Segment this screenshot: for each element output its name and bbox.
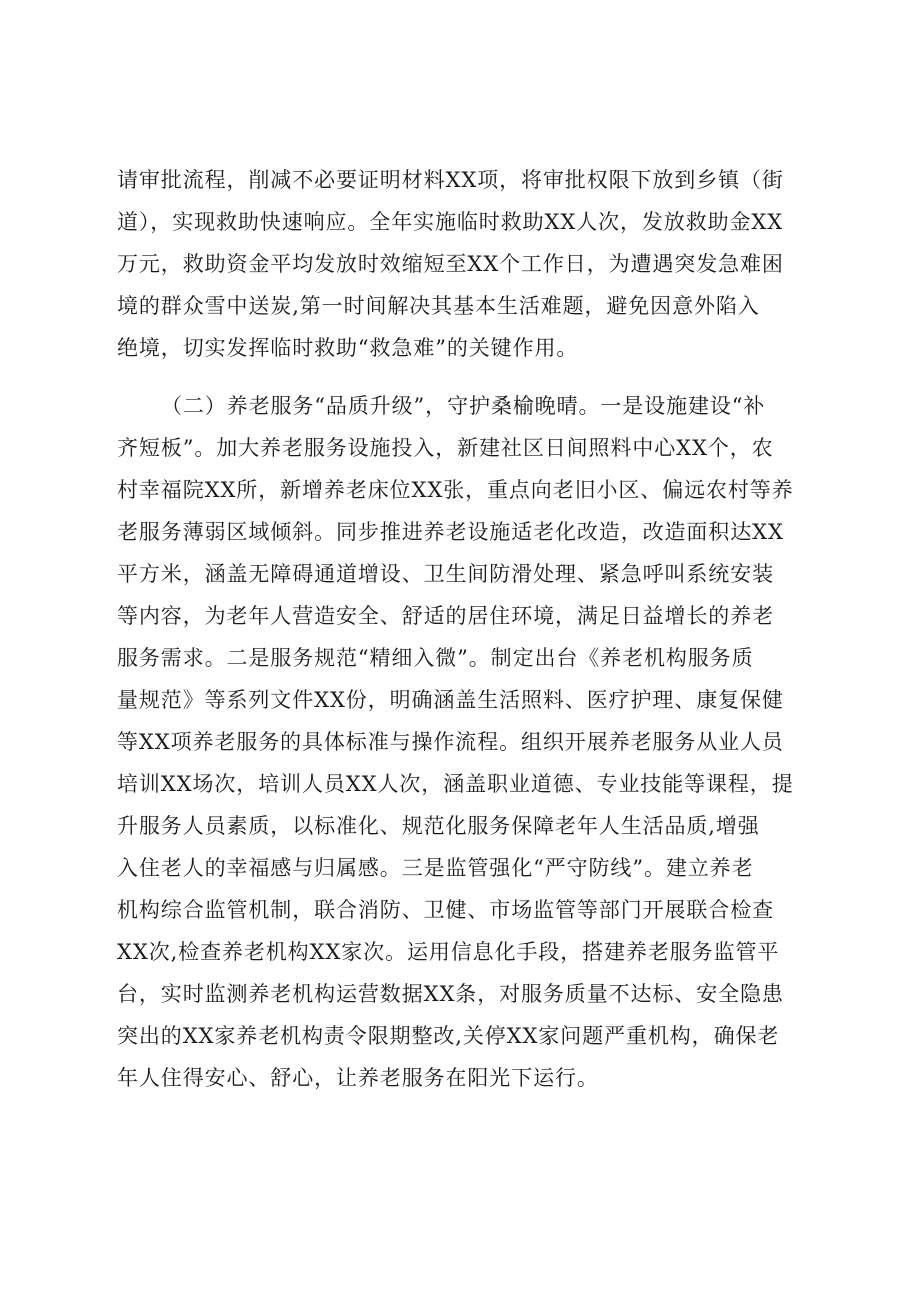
text-line: XX次,检查养老机构XX家次。运用信息化手段，搭建养老服务监管平 (117, 940, 780, 964)
text-line: 境的群众雪中送炭,第一时间解决其基本生活难题，避免因意外陷入 (117, 294, 760, 318)
text-line: 台，实时监测养老机构运营数据XX条，对服务质量不达标、安全隐患 (117, 982, 784, 1006)
text-line: 培训XX场次，培训人员XX人次，涵盖职业道德、专业技能等课程，提 (117, 772, 794, 796)
text-line: 道），实现救助快速响应。全年实施临时救助XX人次，发放救助金XX (117, 210, 784, 234)
text-line: 万元，救助资金平均发放时效缩短至XX个工作日，为遭遇突发急难困 (117, 252, 784, 276)
text-line: 请审批流程，削减不必要证明材料XX项，将审批权限下放到乡镇（街 (117, 168, 784, 192)
section-heading-line: （二）养老服务“品质升级”，守护桑榆晚晴。一是设施建设“补 (161, 394, 766, 418)
text-line: 平方米，涵盖无障碍通道增设、卫生间防滑处理、紧急呼叫系统安装 (117, 562, 774, 586)
text-line: 等XX项养老服务的具体标准与操作流程。组织开展养老服务从业人员 (117, 730, 784, 754)
text-line: 年人住得安心、舒心，让养老服务在阳光下运行。 (117, 1066, 599, 1090)
text-line: 齐短板”。加大养老服务设施投入，新建社区日间照料中心XX个，农 (117, 436, 774, 460)
text-line: 升服务人员素质，以标准化、规范化服务保障老年人生活品质,增强 (117, 814, 760, 838)
text-line: 入住老人的幸福感与归属感。三是监管强化“严守防线”。建立养老 (117, 856, 754, 880)
text-line: 突出的XX家养老机构责令限期整改,关停XX家问题严重机构，确保老 (117, 1024, 780, 1048)
text-line: 等内容，为老年人营造安全、舒适的居住环境，满足日益增长的养老 (117, 604, 774, 628)
text-line: 老服务薄弱区域倾斜。同步推进养老设施适老化改造，改造面积达XX (117, 520, 784, 544)
text-line: 绝境，切实发挥临时救助“救急难”的关键作用。 (117, 336, 579, 360)
text-line: 村幸福院XX所，新增养老床位XX张，重点向老旧小区、偏远农村等养 (117, 478, 794, 502)
text-line: 机构综合监管机制，联合消防、卫健、市场监管等部门开展联合检查 (117, 898, 774, 922)
text-line: 量规范》等系列文件XX份，明确涵盖生活照料、医疗护理、康复保健 (117, 688, 784, 712)
text-line: 服务需求。二是服务规范“精细入微”。制定出台《养老机构服务质 (117, 646, 754, 670)
paragraph-social-assistance-continued (117, 159, 817, 369)
paragraph-elderly-care-services (117, 385, 817, 1099)
